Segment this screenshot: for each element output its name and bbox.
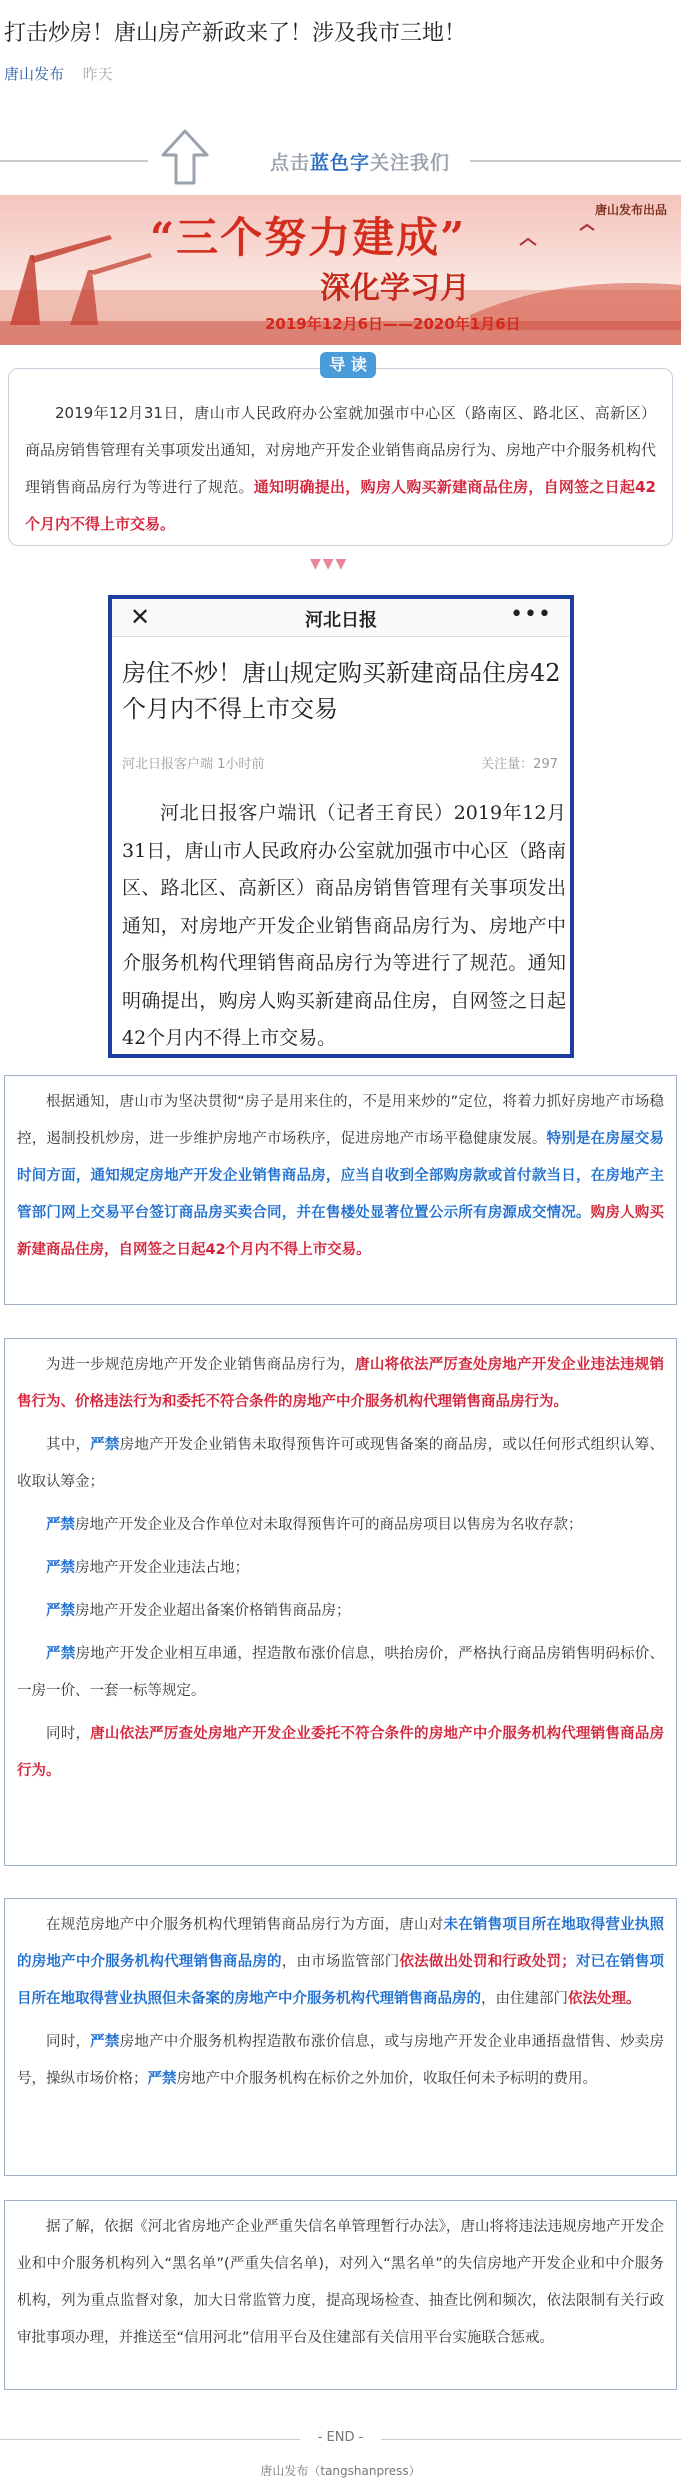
section-developer-rules: 为进一步规范房地产开发企业销售商品房行为，唐山将依法严厉查处房地产开发企业违法违规销售行为、价格违法行为和委托不符合条件的房地产中介服务机构代理销售商品房行为。 其中，严禁房地产开发企业销售未取得预售许可或现售备案的商品房，或以任何形式组织认筹、收取认筹金； 严禁房地产开发企业及合作单位对未取得预售许可的商品房项目以售房为名收存款； 严禁房地产开发企业违法占地； 严禁房地产开发企业超出备案价格销售商品房； 严禁房地产开发企业相互串通，捏造散布涨价信息，哄抬房价，严格执行商品房销售明码标价、一房一价、一套一标等规定。 同时，唐山依法严厉查处房地产开发企业委托不符合条件的房地产中介服务机构代理销售商品房行为。 — [4, 1338, 677, 1866]
article-title: 打击炒房！唐山房产新政来了！涉及我市三地！ — [4, 21, 467, 46]
banner-subtitle: 深化学习月 — [320, 271, 470, 306]
blacklist-text: 据了解，依据《河北省房地产企业严重失信名单管理暂行办法》，唐山将将违法违规房地产开发企业和中介服务机构列入“黑名单”(严重失信名单)，对列入“黑名单”的失信房地产开发企业和中介服务机构，列为重点监督对象，加大日常监管力度，提高现场检查、抽查比例和频次，依法限制有关行政审批事项办理，并推送至“信用河北”信用平台及住建部有关信用平台实施联合惩戒。 — [17, 2219, 664, 2346]
article-meta — [4, 63, 113, 84]
intro-text: 2019年12月31日，唐山市人民政府办公室就加强市中心区（路南区、路北区、高新区）商品房销售管理有关事项发出通知，对房地产开发企业销售商品房行为、房地产中介服务机构代理销售商品房行为等进行了规范。 — [25, 404, 656, 496]
news-headline: 房住不炒！唐山规定购买新建商品住房42个月内不得上市交易 — [122, 659, 561, 723]
news-card-image — [108, 595, 574, 1058]
publish-date: 昨天 — [82, 65, 113, 83]
footer-credit: 唐山发布（tangshanpress） — [260, 2464, 421, 2478]
follow-link[interactable]: 蓝色字 — [310, 152, 371, 174]
account-name-link[interactable]: 唐山发布 — [4, 65, 65, 83]
intro-tag: 导 读 — [320, 352, 376, 378]
follow-hint — [0, 118, 681, 188]
banner-brand: 唐山发布出品 — [594, 203, 667, 217]
section-policy-overview: 根据通知，唐山市为坚决贯彻“房子是用来住的，不是用来炒的”定位，将着力抓好房地产市场稳控，遏制投机炒房，进一步维护房地产市场秩序，促进房地产市场平稳健康发展。特别是在房屋交易时间方面，通知规定房地产开发企业销售商品房，应当自收到全部购房款或首付款当日，在房地产主管部门网上交易平台签订商品房买卖合同，并在售楼处显著位置公示所有房源成交情况。购房人购买新建商品住房，自网签之日起42个月内不得上市交易。 — [4, 1075, 677, 1305]
news-app-bar — [112, 599, 570, 637]
banner-main-title: “三个努力建成” — [150, 213, 467, 262]
end-marker: - END - — [0, 2430, 681, 2445]
up-arrow-icon — [160, 128, 210, 186]
close-icon: ✕ — [130, 603, 151, 631]
divider-triangles: ▼▼▼ — [310, 556, 349, 572]
divider-line-left — [0, 160, 148, 162]
divider-line-right — [470, 160, 681, 162]
news-app-title: 河北日报 — [305, 610, 377, 631]
news-views: 关注量：297 — [481, 757, 558, 772]
banner-dates: 2019年12月6日——2020年1月6日 — [265, 315, 521, 333]
news-source: 河北日报客户端 1小时前 关注量：297 — [122, 753, 562, 772]
section-blacklist — [4, 2200, 677, 2390]
follow-hint-text: 点击蓝色字关注我们 — [270, 152, 451, 174]
campaign-banner — [0, 195, 681, 345]
section-agency-rules: 在规范房地产中介服务机构代理销售商品房行为方面，唐山对未在销售项目所在地取得营业执照的房地产中介服务机构代理销售商品房的，由市场监管部门依法做出处罚和行政处罚；对已在销售项目所在地取得营业执照但未备案的房地产中介服务机构代理销售商品房的，由住建部门依法处理。 同时，严禁房地产中介服务机构捏造散布涨价信息，或与房地产开发企业串通捂盘惜售、炒卖房号，操纵市场价格；严禁房地产中介服务机构在标价之外加价，收取任何未予标明的费用。 — [4, 1898, 677, 2176]
more-icon: ••• — [510, 602, 552, 627]
intro-highlight: 通知明确提出，购房人购买新建商品住房，自网签之日起42个月内不得上市交易。 — [25, 478, 656, 533]
intro-box — [8, 368, 673, 546]
news-body: 河北日报客户端讯（记者王育民）2019年12月31日，唐山市人民政府办公室就加强市中心区（路南区、路北区、高新区）商品房销售管理有关事项发出通知，对房地产开发企业销售商品房行为、房地产中介服务机构代理销售商品房行为等进行了规范。通知明确提出，购房人购买新建商品住房，自网签之日起42个月内不得上市交易。 — [122, 802, 566, 1049]
